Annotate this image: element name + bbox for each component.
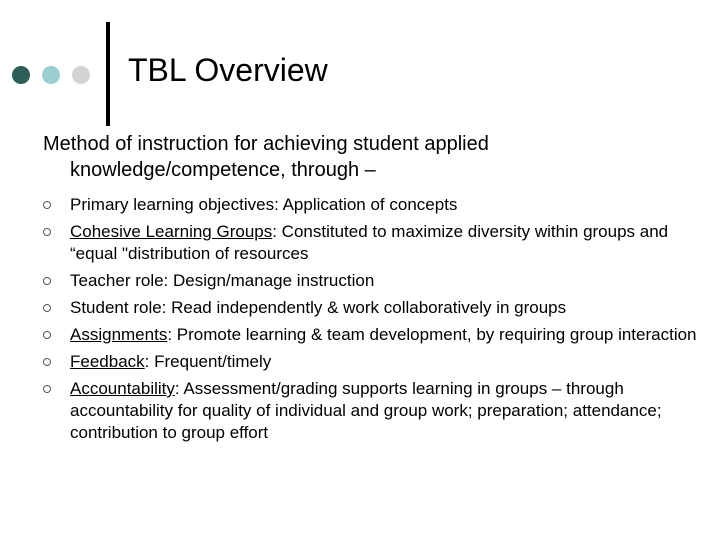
intro-line-1: Method of instruction for achieving student applied [43,133,489,155]
list-item [43,324,708,346]
bullet-text: Primary learning objectives: Application of concepts [70,195,458,214]
bullet-circle-icon [43,228,51,236]
bullet-circle-icon [43,358,51,366]
bullet-circle-icon [43,304,51,312]
list-item [43,378,708,444]
bullet-term: Assignments [70,325,168,344]
bullet-text: : Promote learning & team development, by requiring group interaction [167,325,697,344]
bullet-term: Feedback [70,352,145,371]
list-item [43,221,708,265]
bullet-text: : Assessment/grading supports learning in groups – through accountability for quality of individual and group work; preparation; attendance; contribution to group effort [70,379,662,442]
slide-title: TBL Overview [128,52,328,88]
bullet-text: : Frequent/timely [144,352,272,371]
intro-text [43,131,683,183]
bullet-text: Teacher role: Design/manage instruction [70,271,375,290]
bullet-circle-icon [43,331,51,339]
light-teal-dot [42,66,60,84]
bullet-circle-icon [43,201,51,209]
list-item [43,297,708,319]
list-item [43,351,708,373]
intro-line-2: knowledge/competence, through – [70,159,376,181]
title-divider [106,22,110,126]
bullet-list [43,194,708,449]
list-item [43,194,708,216]
bullet-text: Student role: Read independently & work collaboratively in groups [70,298,567,317]
gray-dot [72,66,90,84]
bullet-circle-icon [43,277,51,285]
bullet-term: Accountability [70,379,175,398]
list-item [43,270,708,292]
dark-teal-dot [12,66,30,84]
bullet-text: : Constituted to maximize diversity within groups and “equal "distribution of resources [70,222,669,263]
bullet-circle-icon [43,385,51,393]
bullet-term: Cohesive Learning Groups [70,222,273,241]
